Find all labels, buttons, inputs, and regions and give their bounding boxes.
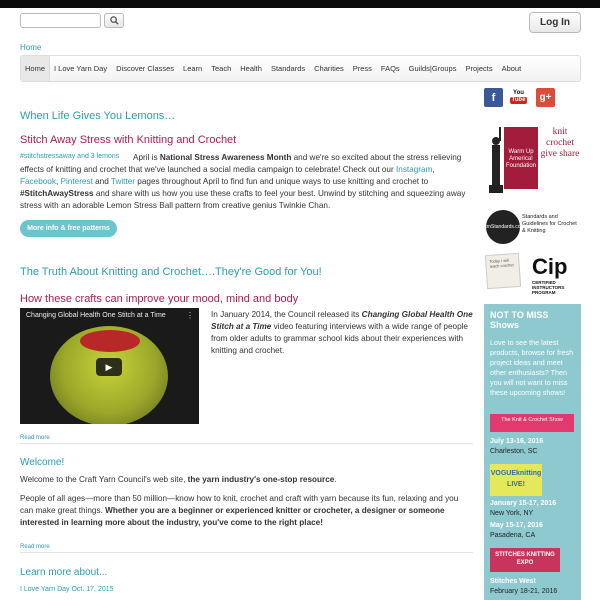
warm-up-america-logo: Warm Up America! Foundation (504, 127, 538, 189)
video-thumbnail-apple (80, 330, 140, 352)
video-more-icon[interactable]: ⋮ (186, 311, 194, 320)
search-icon (110, 16, 119, 25)
cip-subtitle: CERTIFIED INSTRUCTORS PROGRAM (532, 280, 565, 295)
show-date: Stitches West (490, 578, 536, 585)
instagram-link[interactable]: Instagram (395, 165, 433, 174)
welcome-body: People of all ages—more than 50 million—know how to knit, crochet and craft with yarn because its fun, relaxing and you can make great things. Whether you are a beginner or experienced knitter or crocheter, a designer or someone interested in learning more about the industry, you've come to the right place! (20, 494, 459, 527)
main-nav (20, 55, 581, 82)
learn-more-title: Learn more about... (20, 567, 108, 578)
read-more-link[interactable]: Read more (20, 435, 50, 441)
nav-discover-classes[interactable]: Discover Classes (116, 64, 175, 73)
play-icon[interactable]: ▶ (96, 358, 122, 376)
search-button[interactable] (104, 13, 124, 28)
cip-logo: Cip (532, 254, 568, 279)
yarn-standards-ad[interactable] (481, 208, 580, 244)
promo-title: NOT TO MISS Shows (490, 310, 549, 330)
divider (20, 443, 473, 444)
post-tags[interactable]: #stitchstressaway and 3 lemons (20, 153, 120, 160)
show-place: Charleston, SC (490, 448, 538, 455)
facebook-icon[interactable]: f (484, 88, 503, 107)
post-body-video: In January 2014, the Council released its Changing Global Health One Stitch at a Time video featuring interviews with a wide range of people from older adults to grammar school kids about their experiences with knitting and crochet. (211, 310, 473, 355)
video-player[interactable] (20, 308, 199, 424)
post-title-stitch-away-stress[interactable]: Stitch Away Stress with Knitting and Crochet (20, 134, 237, 146)
video-title: Changing Global Health One Stitch at a Time (26, 312, 166, 319)
warm-up-america-ad[interactable] (484, 125, 580, 197)
search-input[interactable] (20, 13, 101, 28)
nav-about[interactable]: About (501, 64, 522, 73)
section-title-truth: The Truth About Knitting and Crochet….They're Good for You! (20, 266, 322, 278)
welcome-intro: Welcome to the Craft Yarn Council's web site, the yarn industry's one-stop resource. (20, 475, 337, 484)
cyh-slogan: knit crochet give share (540, 127, 580, 159)
nav-press[interactable]: Press (352, 64, 372, 73)
nav-charities[interactable]: Charities (314, 64, 344, 73)
youtube-icon[interactable]: You Tube (511, 90, 526, 103)
show-place: February 18-21, 2016 (490, 588, 558, 595)
section-title-lemons: When Life Gives You Lemons… (20, 110, 176, 122)
show-place: Pasadena, CA (490, 532, 536, 539)
read-more-link-welcome[interactable]: Read more (20, 544, 50, 550)
nav-i-love-yarn-day[interactable]: I Love Yarn Day (54, 64, 108, 73)
cip-note-image: Today I will teach crochet (485, 253, 521, 289)
more-info-button[interactable]: More info & free patterns (20, 220, 117, 237)
cip-ad[interactable] (484, 252, 580, 295)
vogue-knitting-banner[interactable]: VOGUEknitting LIVE! (490, 464, 542, 496)
yarn-standards-logo: yarnStandards.com (486, 210, 520, 244)
nav-learn[interactable]: Learn (183, 64, 203, 73)
show-date: January 15-17, 2016 (490, 500, 557, 507)
shows-promo (484, 304, 581, 600)
nav-health[interactable]: Health (240, 64, 262, 73)
welcome-title: Welcome! (20, 457, 65, 468)
promo-text: Love to see the latest products, browse for fresh project ideas and meet other enthusiasts? Then you will not want to miss these upcoming shows! (490, 338, 574, 397)
knit-crochet-show-banner[interactable]: The Knit & Crochet Show (490, 414, 574, 432)
google-plus-icon[interactable]: g+ (536, 88, 555, 107)
show-place: New York, NY (490, 510, 534, 517)
post-body-stress: April is National Stress Awareness Month and we're so excited about the stress relieving effects of knitting and crochet that we've launched a social media campaign to celebrate! Check out our Instagram, Facebook, Pinterest and Twitter pages throughout April to find fun and unique ways to use knitting and crochet to #StitchAwayStress and share with us how you use these crafts to feel your best. Unwind by stitching and squeezing away stress with an adorable Lemon Stress Ball pattern from creative genius Twinkie Chan. (20, 153, 466, 210)
statue-of-liberty-icon (486, 125, 506, 195)
nav-teach[interactable]: Teach (211, 64, 232, 73)
divider (20, 552, 473, 553)
stitches-banner[interactable]: STITCHES KNITTING EXPO (490, 548, 560, 572)
show-date: May 15-17, 2016 (490, 522, 543, 529)
nav-guilds-groups[interactable]: Guilds|Groups (408, 64, 457, 73)
show-date: July 13-16, 2016 (490, 438, 544, 445)
top-bar (0, 0, 600, 8)
pinterest-link[interactable]: Pinterest (60, 177, 93, 186)
login-button[interactable]: Log In (529, 12, 581, 33)
nav-standards[interactable]: Standards (270, 64, 306, 73)
twitter-link[interactable]: Twitter (110, 177, 136, 186)
post-title-mood-mind-body[interactable]: How these crafts can improve your mood, mind and body (20, 293, 299, 305)
facebook-link[interactable]: Facebook (20, 177, 56, 186)
learn-more-item[interactable]: I Love Yarn Day Oct. 17, 2015 (20, 586, 114, 593)
yarn-standards-text: Standards and Guidelines for Crochet & Knitting (522, 214, 577, 234)
breadcrumb[interactable]: Home (20, 43, 42, 52)
nav-projects[interactable]: Projects (465, 64, 493, 73)
nav-home[interactable]: Home (21, 56, 50, 81)
nav-faqs[interactable]: FAQs (380, 64, 400, 73)
